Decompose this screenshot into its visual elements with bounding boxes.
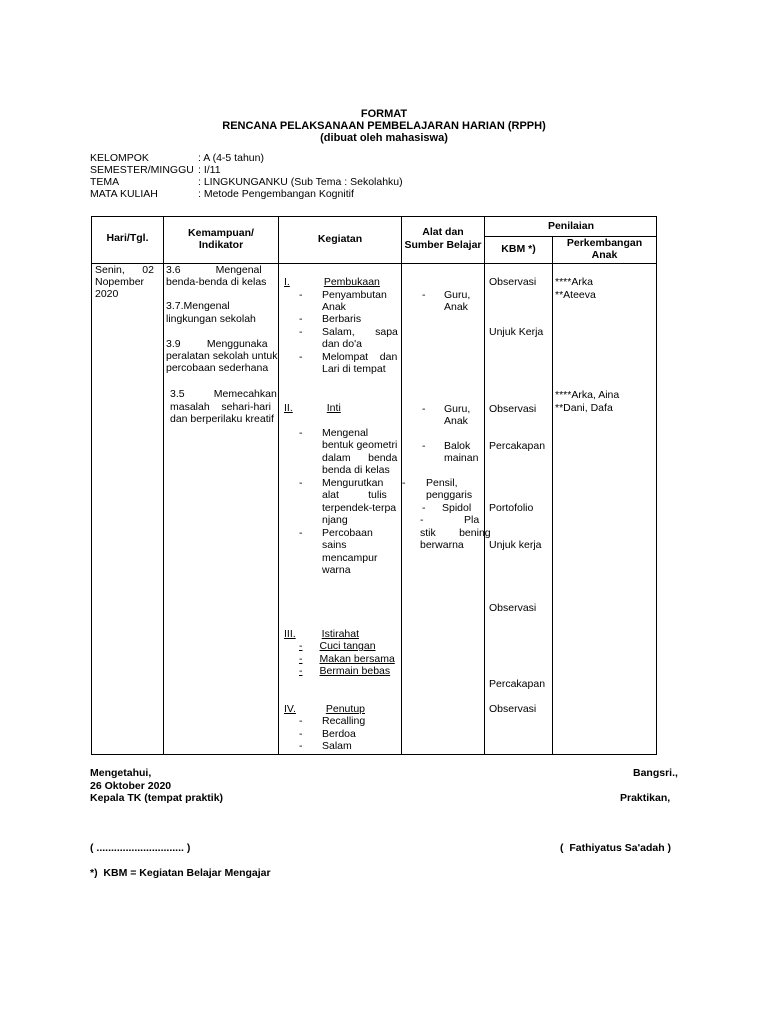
kegiatan-item: Anak xyxy=(322,301,346,313)
header-sumber: Sumber Belajar xyxy=(404,239,482,251)
col-divider xyxy=(484,217,485,754)
bullet-dash: - xyxy=(299,351,303,363)
col-divider xyxy=(278,217,279,754)
indikator-line: dan berperilaku kreatif xyxy=(170,413,274,425)
alat-item: Guru, xyxy=(444,403,471,415)
kegiatan-item: Recalling xyxy=(322,715,366,727)
signature-left: ( .............................. ) xyxy=(90,842,191,854)
footer-place: Bangsri., xyxy=(633,767,678,779)
kegiatan-section-4: IV. Penutup xyxy=(284,703,365,715)
kbm-item: Observasi xyxy=(489,703,537,715)
bullet-dash: - xyxy=(420,514,424,526)
hari-line: Senin, 02 xyxy=(95,264,154,276)
doc-subtitle: RENCANA PELAKSANAAN PEMBELAJARAN HARIAN (RPPH) xyxy=(222,120,546,132)
header-kbm: KBM *) xyxy=(501,243,536,255)
bullet-dash: - xyxy=(299,326,303,338)
alat-item: Pla xyxy=(464,514,480,526)
kbm-item: Observasi xyxy=(489,602,537,614)
kegiatan-item: bentuk geometri xyxy=(322,439,398,451)
bullet-dash: - xyxy=(299,728,303,740)
kegiatan-item: benda di kelas xyxy=(322,464,390,476)
indikator-line: lingkungan sekolah xyxy=(166,313,256,325)
info-tema: TEMA : LINGKUNGANKU (Sub Tema : Sekolahku) xyxy=(90,176,403,188)
footer-praktikan: Praktikan, xyxy=(620,792,671,804)
kegiatan-item: Salam xyxy=(322,740,352,752)
indikator-line: 3.7.Mengenal xyxy=(166,300,230,312)
indikator-line: peralatan sekolah untuk xyxy=(166,350,278,362)
alat-item: berwarna xyxy=(420,539,464,551)
indikator-line: 3.6 Mengenal xyxy=(166,264,262,276)
indikator-line: masalah sehari-hari xyxy=(170,401,271,413)
info-mata-kuliah: MATA KULIAH : Metode Pengembangan Kognitif xyxy=(90,188,354,200)
kegiatan-item: Melompat dan xyxy=(322,351,398,363)
kbm-item: Percakapan xyxy=(489,440,546,452)
kbm-item: Unjuk Kerja xyxy=(489,326,544,338)
kegiatan-item: Mengurutkan xyxy=(322,477,384,489)
footer-kepala: Kepala TK (tempat praktik) xyxy=(90,792,224,804)
kegiatan-section-2: II. Inti xyxy=(284,402,341,414)
kegiatan-item: warna xyxy=(322,564,351,576)
alat-item: Guru, xyxy=(444,289,471,301)
signature-right: ( Fathiyatus Sa'adah ) xyxy=(560,842,672,854)
alat-item: Balok xyxy=(444,440,471,452)
doc-title: FORMAT xyxy=(360,108,408,120)
footer-mengetahui: Mengetahui, xyxy=(90,767,152,779)
kegiatan-item: dalam benda xyxy=(322,452,398,464)
bullet-dash: - xyxy=(422,440,426,452)
alat-item: Anak xyxy=(444,301,468,313)
info-semester: SEMESTER/MINGGU : I/11 xyxy=(90,164,221,176)
col-divider xyxy=(552,237,553,754)
kegiatan-item: Berbaris xyxy=(322,313,362,325)
kegiatan-item: alat tulis xyxy=(322,489,387,501)
kbm-item: Unjuk kerja xyxy=(489,539,542,551)
kbm-item: Observasi xyxy=(489,276,537,288)
kegiatan-item: Salam, sapa xyxy=(322,326,398,338)
alat-item: Anak xyxy=(444,415,468,427)
header-perkembangan: Perkembangan xyxy=(566,237,643,249)
perkembangan-item: ****Arka xyxy=(555,276,593,288)
kegiatan-item: dan do'a xyxy=(322,338,362,350)
kegiatan-item: terpendek-terpa xyxy=(322,502,397,514)
bullet-dash: - xyxy=(299,313,303,325)
bullet-dash: - xyxy=(422,289,426,301)
col-divider xyxy=(163,217,164,754)
kegiatan-item: Mengenal xyxy=(322,427,369,439)
bullet-dash: - xyxy=(402,477,406,489)
kbm-item: Portofolio xyxy=(489,502,534,514)
footnote: *) KBM = Kegiatan Belajar Mengajar xyxy=(90,867,271,879)
header-hari: Hari/Tgl. xyxy=(106,232,149,244)
bullet-dash: - xyxy=(422,403,426,415)
alat-item: Spidol xyxy=(442,502,472,514)
kbm-item: Percakapan xyxy=(489,678,546,690)
doc-note: (dibuat oleh mahasiswa) xyxy=(320,132,448,144)
footer-date: 26 Oktober 2020 xyxy=(90,780,172,792)
header-alat: Alat dan xyxy=(422,226,464,238)
perkembangan-item: **Ateeva xyxy=(555,289,596,301)
bullet-dash: - xyxy=(299,427,303,439)
header-kegiatan: Kegiatan xyxy=(317,233,363,245)
kegiatan-item: - Makan bersama xyxy=(299,653,395,665)
kegiatan-section-3: III. Istirahat xyxy=(284,628,360,640)
bullet-dash: - xyxy=(299,715,303,727)
alat-item: mainan xyxy=(444,452,479,464)
bullet-dash: - xyxy=(299,527,303,539)
bullet-dash: - xyxy=(299,740,303,752)
kegiatan-item: Berdoa xyxy=(322,728,356,740)
indikator-line: benda-benda di kelas xyxy=(166,276,267,288)
bullet-dash: - xyxy=(422,502,426,514)
kegiatan-item: - Bermain bebas xyxy=(299,665,391,677)
kegiatan-item: Percobaan xyxy=(322,527,373,539)
alat-item: penggaris xyxy=(426,489,473,501)
hari-line: 2020 xyxy=(95,288,119,300)
header-anak: Anak xyxy=(591,249,618,261)
kegiatan-item: sains xyxy=(322,539,347,551)
header-kemampuan: Kemampuan/ xyxy=(188,227,254,239)
alat-item: Pensil, xyxy=(426,477,458,489)
kegiatan-item: Penyambutan xyxy=(322,289,387,301)
alat-item: stik bening xyxy=(420,527,491,539)
hari-line: Nopember xyxy=(95,276,145,288)
rpph-table xyxy=(91,216,657,755)
kegiatan-item: njang xyxy=(322,514,348,526)
kegiatan-section-1: I. Pembukaan xyxy=(284,276,380,288)
kbm-item: Observasi xyxy=(489,403,537,415)
header-indikator: Indikator xyxy=(198,239,244,251)
perkembangan-item: ****Arka, Aina xyxy=(555,389,620,401)
indikator-line: 3.5 Memecahkan xyxy=(170,388,277,400)
kegiatan-item: - Cuci tangan xyxy=(299,640,376,652)
kegiatan-item: mencampur xyxy=(322,552,378,564)
indikator-line: percobaan sederhana xyxy=(166,362,269,374)
perkembangan-item: **Dani, Dafa xyxy=(555,402,613,414)
bullet-dash: - xyxy=(299,289,303,301)
header-penilaian: Penilaian xyxy=(547,220,595,232)
indikator-line: 3.9 Menggunaka xyxy=(166,338,268,350)
kegiatan-item: Lari di tempat xyxy=(322,363,386,375)
bullet-dash: - xyxy=(299,477,303,489)
info-kelompok: KELOMPOK : A (4-5 tahun) xyxy=(90,152,264,164)
